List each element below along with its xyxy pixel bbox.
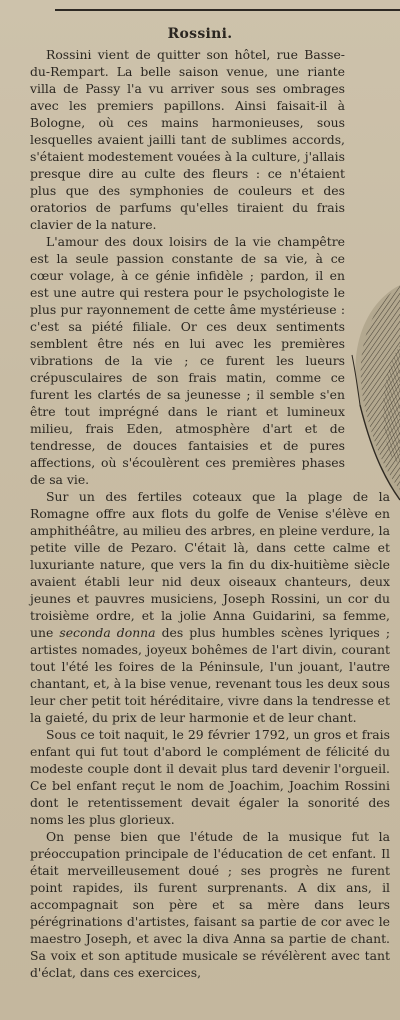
paragraph-3-italic: seconda donna xyxy=(59,625,156,640)
column-narrow xyxy=(30,46,345,488)
paragraph-3-end: des plus humbles scènes lyriques ; artistes nomades, joyeux bohêmes de l'art divin, courant tout l'été les foires de la Péninsule, l'un jouant, l'autre chantant, et, à la bise venue, revenant tous les deux sous leur cher petit toit héréditaire, vivre dans la tendresse et la gaieté, du prix de leur harmonie et de leur chant. xyxy=(30,625,391,725)
paragraph-3 xyxy=(30,488,390,726)
article-title: Rossini. xyxy=(167,26,233,42)
paragraph-3-start: Sur un des fertiles coteaux que la plage de la Romagne offre aux flots du golfe de Venise s'élève en amphithéâtre, au milieu des arbres, en pleine verdure, la petite ville de Pezaro. C'était là, dans cette calme et luxuriante nature, que vers la fin du dix-huitième siècle avaient établi leur nid deux oiseaux chanteurs, deux jeunes et pauvres musiciens, Joseph Rossini, un cor du troisième ordre, et la jolie Anna Guidarini, sa femme, une xyxy=(30,489,390,640)
paragraph-5: On pense bien que l'étude de la musique fut la préoccupation principale de l'éducation de cet enfant. Il était merveilleusement doué ; ses progrès ne furent point rapides, ils furent surprenants. A dix ans, il accompagnait son père et sa mère dans leurs pérégrinations d'artistes, faisant sa partie de cor avec le maestro Joseph, et avec la diva Anna sa partie de chant. Sa voix et son aptitude musicale se révélèrent avec tant d'éclat, dans ces exercices, xyxy=(30,829,390,980)
paragraph-2: L'amour des doux loisirs de la vie champêtre est la seule passion constante de sa vie, à ce cœur volage, à ce génie infidèle ; pardon, il en est une autre qui restera pour le psychologiste le plus pur rayonnement de cette âme mystérieuse : c'est sa piété filiale. Or ces deux sentiments semblent être nés en lui avec les premières vibrations de la vie ; ce furent les lueurs crépusculaires de son frais matin, comme ce furent les clartés de sa jeunesse ; il semble s'en être tout imprégné dans le riant et lumineux milieu, frais Eden, atmosphère d'art et de tendresse, de douces fantaisies et de pures affections, où s'écoulèrent ces premières phases de sa vie. xyxy=(30,234,345,487)
article-body xyxy=(30,46,390,981)
paragraph-1: Rossini vient de quitter son hôtel, rue Basse-du-Rempart. La belle saison venue, une riante villa de Passy l'a vu arriver sous ses ombrages avec les premiers papillons. Ainsi faisait-il à Bologne, où ces mains harmonieuses, sous lesquelles avaient jailli tant de sublimes accords, s'étaient modestement vouées à la culture, j'allais presque dire au culte des fleurs : ce n'étaient plus que des symphonies de couleurs et des oratorios de parfums qu'elles tiraient du frais clavier de la nature. xyxy=(30,47,345,232)
top-rule xyxy=(55,9,400,11)
paragraph-4: Sous ce toit naquit, le 29 février 1792, un gros et frais enfant qui fut tout d'abord le complément de félicité du modeste couple dont il devait plus tard devenir l'orgueil. Ce bel enfant reçut le nom de Joachim, Joachim Rossini dont le retentissement devait égaler la sonorité des noms les plus glorieux. xyxy=(30,727,390,827)
